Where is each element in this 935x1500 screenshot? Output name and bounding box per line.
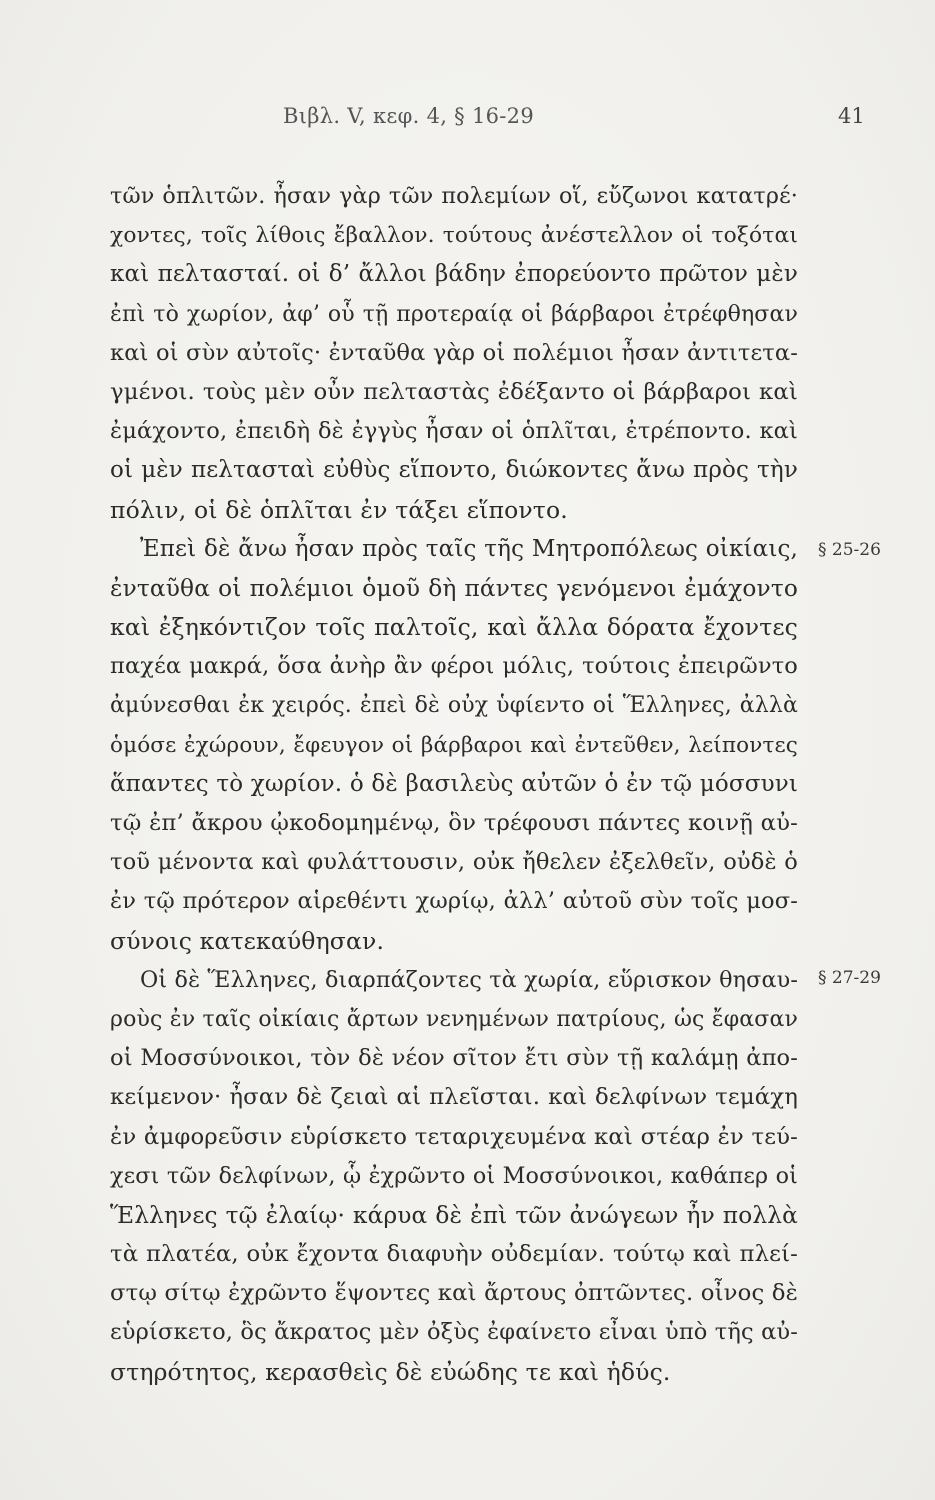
text-line: οἱ Μοσσύνοικοι, τὸν δὲ νέον σῖτον ἔτι σὺν τῇ καλάμῃ ἀπο- — [110, 1045, 798, 1072]
margin-section-note: § 25-26 — [818, 540, 881, 560]
page-number: 41 — [838, 104, 865, 128]
margin-section-note: § 27-29 — [818, 968, 881, 988]
text-line: ἐπὶ τὸ χωρίον, ἀφ’ οὗ τῇ προτεραίᾳ οἱ βάρβαροι ἐτρέφθησαν — [110, 301, 798, 327]
text-line: καὶ οἱ σὺν αὐτοῖς· ἐνταῦθα γὰρ οἱ πολέμιοι ἦσαν ἀντιτετα- — [110, 339, 798, 366]
text-line: χοντες, τοῖς λίθοις ἔβαλλον. τούτους ἀνέστελλον οἱ τοξόται — [110, 223, 798, 249]
text-line: τῷ ἐπ’ ἄκρου ᾠκοδομημένῳ, ὃν τρέφουσι πάντες κοινῇ αὐ- — [110, 810, 798, 836]
text-line: τοῦ μένοντα καὶ φυλάττουσιν, οὐκ ἤθελεν ἐξελθεῖν, οὐδὲ ὁ — [110, 849, 798, 876]
text-line: ἐνταῦθα οἱ πολέμιοι ὁμοῦ δὴ πάντες γενόμενοι ἐμάχοντο — [110, 574, 798, 602]
text-line: χεσι τῶν δελφίνων, ᾧ ἐχρῶντο οἱ Μοσσύνοικοι, καθάπερ οἱ — [110, 1162, 798, 1189]
text-line: στῳ σίτῳ ἐχρῶντο ἕψοντες καὶ ἄρτους ὀπτῶντες. οἶνος δὲ — [110, 1280, 798, 1307]
page-header — [0, 104, 935, 136]
text-line: Οἱ δὲ Ἕλληνες, διαρπάζοντες τὰ χωρία, εὕρισκον θησαυ- — [140, 966, 798, 993]
text-line: ἀμύνεσθαι ἐκ χειρός. ἐπεὶ δὲ οὐχ ὑφίεντο οἱ Ἕλληνες, ἀλλὰ — [110, 693, 798, 719]
text-line: καὶ πελτασταί. οἱ δ’ ἄλλοι βάδην ἐπορεύοντο πρῶτον μὲν — [110, 261, 798, 288]
text-line: πόλιν, οἱ δὲ ὁπλῖται ἐν τάξει εἵποντο. — [110, 495, 568, 524]
text-line: ροὺς ἐν ταῖς οἰκίαις ἄρτων νενημένων πατρίους, ὡς ἔφασαν — [110, 1006, 798, 1032]
text-line: ἐν ἀμφορεῦσιν εὑρίσκετο τεταριχευμένα καὶ στέαρ ἐν τεύ- — [110, 1123, 798, 1150]
running-head: Βιβλ. V, κεφ. 4, § 16-29 — [283, 104, 534, 128]
text-line: Ἐπεὶ δὲ ἄνω ἦσαν πρὸς ταῖς τῆς Μητροπόλεως οἰκίαις, — [140, 535, 798, 562]
text-line: παχέα μακρά, ὅσα ἀνὴρ ἂν φέροι μόλις, τούτοις ἐπειρῶντο — [110, 653, 798, 680]
body-text — [110, 177, 798, 1392]
text-line: στηρότητος, κερασθεὶς δὲ εὐώδης τε καὶ ἡδύς. — [110, 1357, 671, 1386]
text-line: ἅπαντες τὸ χωρίον. ὁ δὲ βασιλεὺς αὐτῶν ὁ ἐν τῷ μόσσυνι — [110, 770, 798, 797]
text-line: τὰ πλατέα, οὐκ ἔχοντα διαφυὴν οὐδεμίαν. τούτῳ καὶ πλεί- — [110, 1241, 798, 1268]
text-line: καὶ ἐξηκόντιζον τοῖς παλτοῖς, καὶ ἄλλα δόρατα ἔχοντες — [110, 613, 798, 642]
text-line: εὑρίσκετο, ὃς ἄκρατος μὲν ὀξὺς ἐφαίνετο εἶναι ὑπὸ τῆς αὐ- — [110, 1319, 798, 1346]
text-line: ἐμάχοντο, ἐπειδὴ δὲ ἐγγὺς ἦσαν οἱ ὁπλῖται, ἐτρέποντο. καὶ — [110, 418, 798, 445]
text-line: σύνοις κατεκαύθησαν. — [110, 926, 385, 955]
text-line: οἱ μὲν πελτασταὶ εὐθὺς εἵποντο, διώκοντες ἄνω πρὸς τὴν — [110, 457, 798, 484]
text-line: ὁμόσε ἐχώρουν, ἔφευγον οἱ βάρβαροι καὶ ἐντεῦθεν, λείποντες — [110, 732, 798, 758]
text-line: κείμενον· ἦσαν δὲ ζειαὶ αἱ πλεῖσται. καὶ δελφίνων τεμάχη — [110, 1084, 798, 1111]
text-line: γμένοι. τοὺς μὲν οὖν πελταστὰς ἐδέξαντο οἱ βάρβαροι καὶ — [110, 378, 798, 405]
text-line: τῶν ὁπλιτῶν. ἦσαν γὰρ τῶν πολεμίων οἵ, εὔζωνοι κατατρέ· — [110, 183, 798, 209]
text-line: Ἕλληνες τῷ ἐλαίῳ· κάρυα δὲ ἐπὶ τῶν ἀνώγεων ἦν πολλὰ — [110, 1201, 798, 1229]
text-line: ἐν τῷ πρότερον αἱρεθέντι χωρίῳ, ἀλλ’ αὐτοῦ σὺν τοῖς μοσ- — [110, 888, 798, 915]
